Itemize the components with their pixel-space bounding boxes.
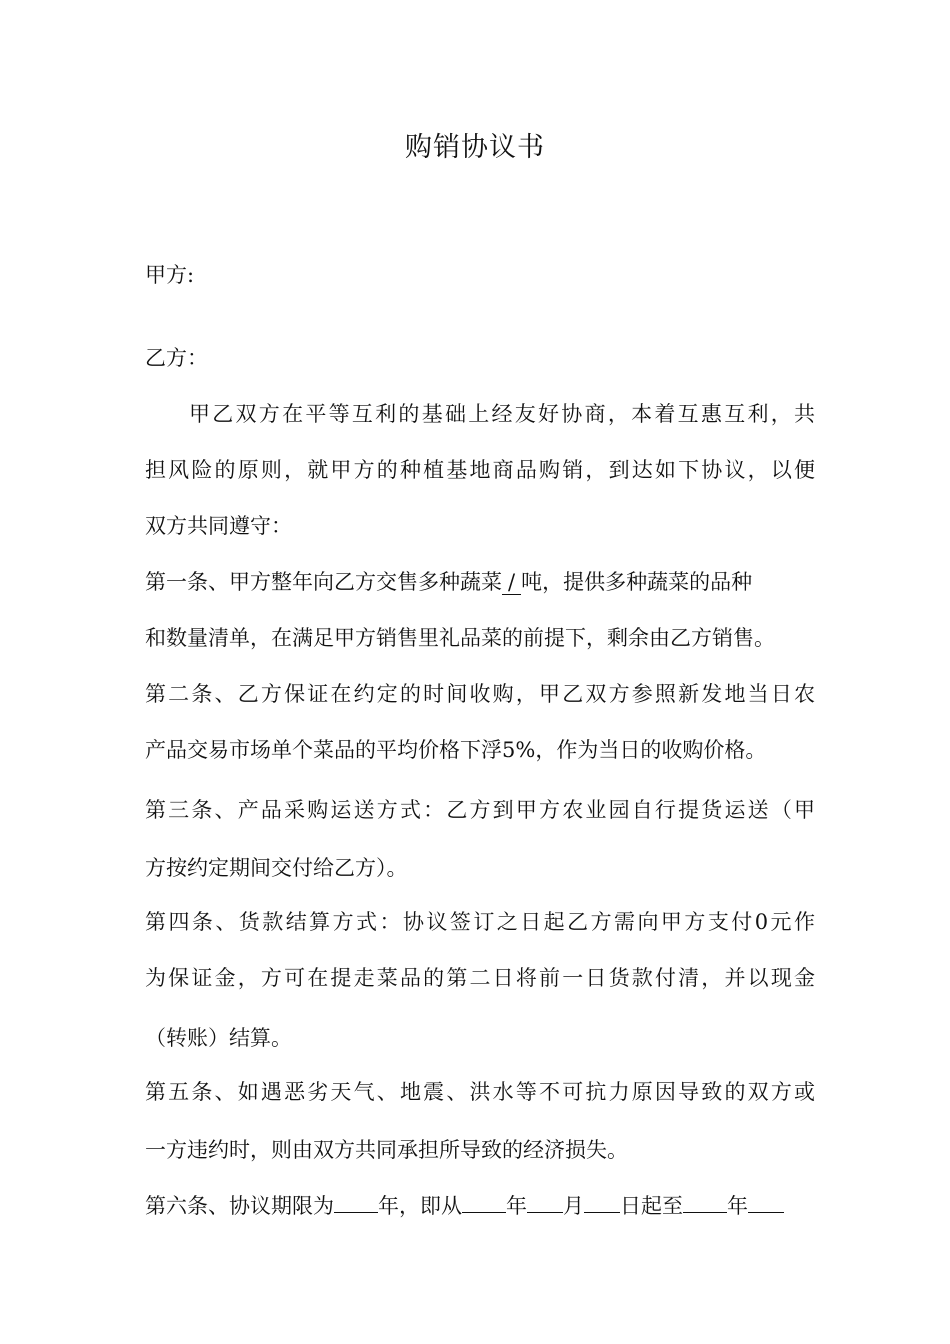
article-6-text-4: 月 [563,1194,584,1218]
article-6-end-year-blank [683,1190,727,1213]
intro-line-1: 甲乙双方在平等互利的基础上经友好协商，本着互惠互利，共 [189,402,815,426]
article-5-line-1: 第五条、如遇恶劣天气、地震、洪水等不可抗力原因导致的双方或 [145,1080,815,1104]
article-6-text-2: 年，即从 [378,1194,462,1218]
article-6-end-month-blank [748,1190,784,1213]
document-title: 购销协议书 [405,132,545,163]
intro-line-3: 双方共同遵守： [145,514,292,538]
article-6-start-day-blank [584,1190,620,1213]
article-6-text-1: 第六条、协议期限为 [145,1194,334,1218]
article-5-line-2: 一方违约时，则由双方共同承担所导致的经济损失。 [145,1138,628,1162]
article-6-line-1 [145,1190,815,1222]
article-3-line-1: 第三条、产品采购运送方式：乙方到甲方农业园自行提货运送（甲 [145,798,815,822]
article-4-line-2: 为保证金，方可在提走菜品的第二日将前一日货款付清，并以现金 [145,966,815,990]
article-6-start-year-blank [462,1190,506,1213]
article-2-line-2: 产品交易市场单个菜品的平均价格下浮5%，作为当日的收购价格。 [145,738,767,762]
article-3-line-2: 方按约定期间交付给乙方）。 [145,856,408,880]
article-6-text-3: 年 [506,1194,527,1218]
article-6-start-month-blank [527,1190,563,1213]
article-6-text-6: 年 [727,1194,748,1218]
article-1-text-after: 吨，提供多种蔬菜的品种 [521,570,753,594]
article-6-years-blank [334,1190,378,1213]
article-1-line-1 [145,566,815,598]
party-b-label: 乙方： [145,346,208,370]
article-1-quantity-blank: / [502,570,521,595]
article-6-text-5: 日起至 [620,1194,683,1218]
intro-line-2: 担风险的原则，就甲方的种植基地商品购销，到达如下协议，以便 [145,458,815,482]
article-2-line-1: 第二条、乙方保证在约定的时间收购，甲乙双方参照新发地当日农 [145,682,815,706]
article-1-line-2: 和数量清单，在满足甲方销售里礼品菜的前提下，剩余由乙方销售。 [145,626,775,650]
party-a-label: 甲方: [145,263,195,287]
article-1-text-before: 第一条、甲方整年向乙方交售多种蔬菜 [145,570,502,594]
article-4-line-3: （转账）结算。 [145,1026,292,1050]
article-4-line-1: 第四条、货款结算方式：协议签订之日起乙方需向甲方支付0元作 [145,910,815,934]
